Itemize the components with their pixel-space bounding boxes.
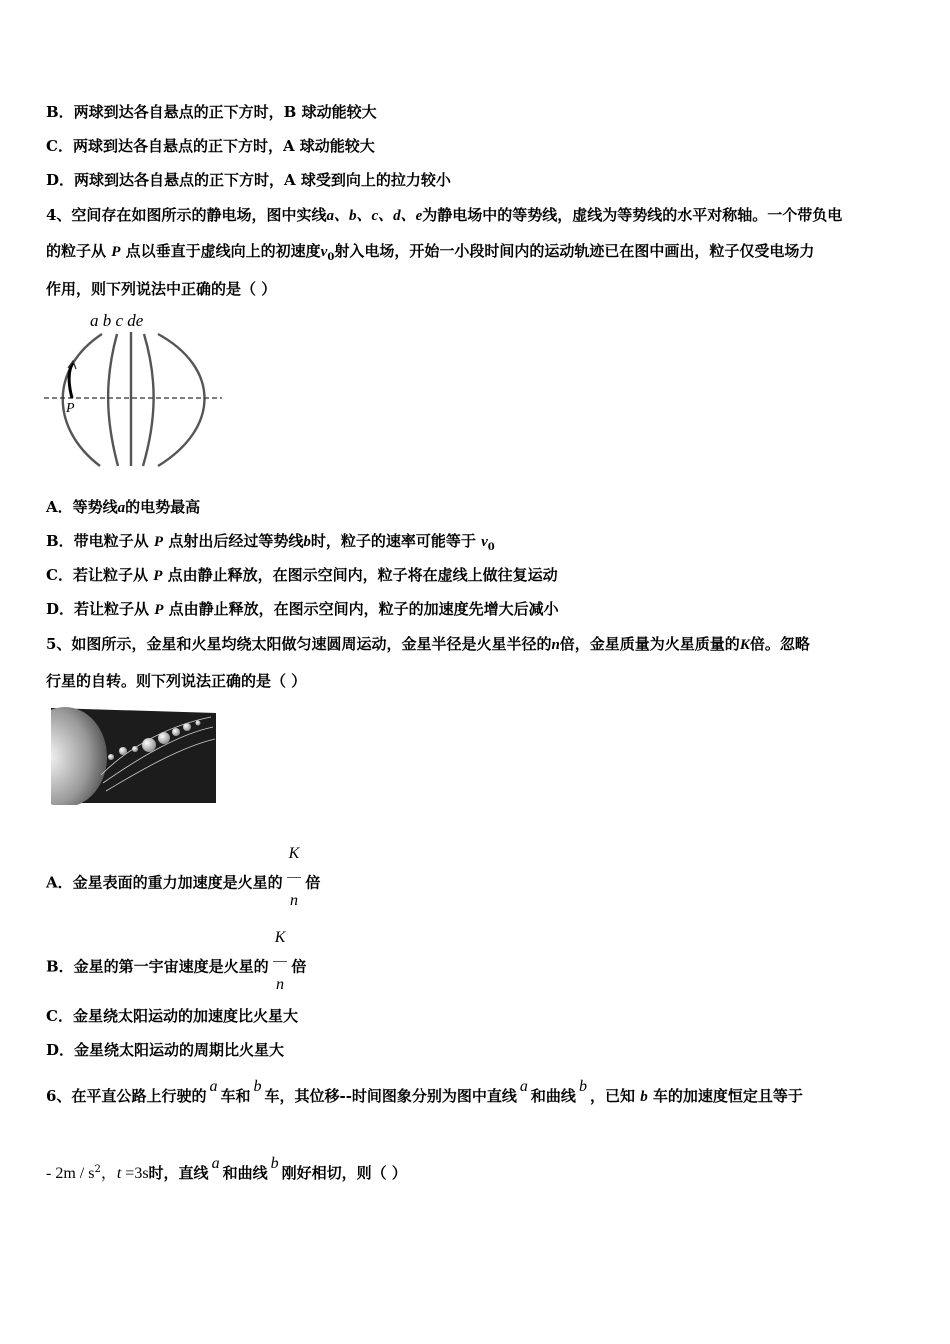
planet-icon [183, 723, 191, 731]
planet-icon [132, 746, 138, 752]
planet-icon [142, 738, 156, 752]
q4-option-c: C．若让粒子从 P 点由静止释放，在图示空间内，粒子将在虚线上做往复运动 [46, 566, 558, 584]
planet-icon [172, 728, 180, 736]
q4-option-b: B．带电粒子从 P 点射出后经过等势线b时，粒子的速率可能等于 $v_0$ [46, 532, 495, 553]
planet-icon [119, 747, 127, 755]
q4-option-a: A．等势线a的电势最高 [46, 498, 201, 516]
line-a [63, 334, 102, 466]
line-d [143, 334, 154, 466]
q5-option-d: D．金星绕太阳运动的周期比火星大 [46, 1041, 285, 1059]
equipotential-figure [40, 308, 230, 473]
q5-stem-line1: 5、如图所示，金星和火星均绕太阳做匀速圆周运动，金星半径是火星半径的n倍，金星质量为火星质量的K倍。忽略 [46, 635, 810, 653]
q6-stem-line1: 6、在平直公路上行驶的a车和b车，其位移--时间图象分别为图中直线a和曲线b，已知 b 车的加速度恒定且等于 [46, 1078, 803, 1105]
fraction-k-over-n: $\frac{K}{n}$ [287, 832, 302, 923]
line-b [108, 334, 118, 466]
q3-option-d: D．两球到达各自悬点的正下方时，A 球受到向上的拉力较小 [46, 171, 451, 189]
q5-stem-line2: 行星的自转。则下列说法正确的是（ ） [46, 672, 307, 690]
q4-option-d: D．若让粒子从 P 点由静止释放，在图示空间内，粒子的加速度先增大后减小 [46, 600, 559, 618]
q4-stem-line3: 作用，则下列说法中正确的是（ ） [46, 280, 277, 298]
q5-option-a: A．金星表面的重力加速度是火星的 $\frac{K}{n}$ 倍 [46, 838, 320, 929]
q5-option-b: B．金星的第一宇宙速度是火星的 $\frac{K}{n}$ 倍 [46, 922, 306, 1013]
planet-icon [158, 732, 170, 744]
q4-stem-line1: 4、空间存在如图所示的静电场，图中实线a、b、c、d、e为静电场中的等势线，虚线为等势线的水平对称轴。一个带负电 [46, 206, 843, 224]
q6-stem-line2: - $2m / s^2$，t =3s时，直线a和曲线b刚好相切，则（ ） [46, 1155, 407, 1182]
trajectory-path [69, 363, 73, 398]
planet-icon [196, 721, 201, 726]
planet-icon [108, 754, 114, 760]
figure-label-abcde: a b c de [90, 311, 144, 330]
q4-stem-line2: 的粒子从 P 点以垂直于虚线向上的初速度$v_0$射入电场，开始一小段时间内的运动轨迹已在图中画出，粒子仅受电场力 [46, 242, 815, 263]
line-e [158, 334, 205, 466]
q3-option-c: C．两球到达各自悬点的正下方时，A 球动能较大 [46, 137, 375, 155]
fraction-k-over-n: $\frac{K}{n}$ [273, 916, 288, 1007]
solar-system-image [51, 705, 216, 805]
q5-option-c: C．金星绕太阳运动的加速度比火星大 [46, 1007, 298, 1025]
figure-label-p: P [66, 401, 75, 416]
q3-option-b: B．两球到达各自悬点的正下方时，B 球动能较大 [46, 103, 377, 121]
